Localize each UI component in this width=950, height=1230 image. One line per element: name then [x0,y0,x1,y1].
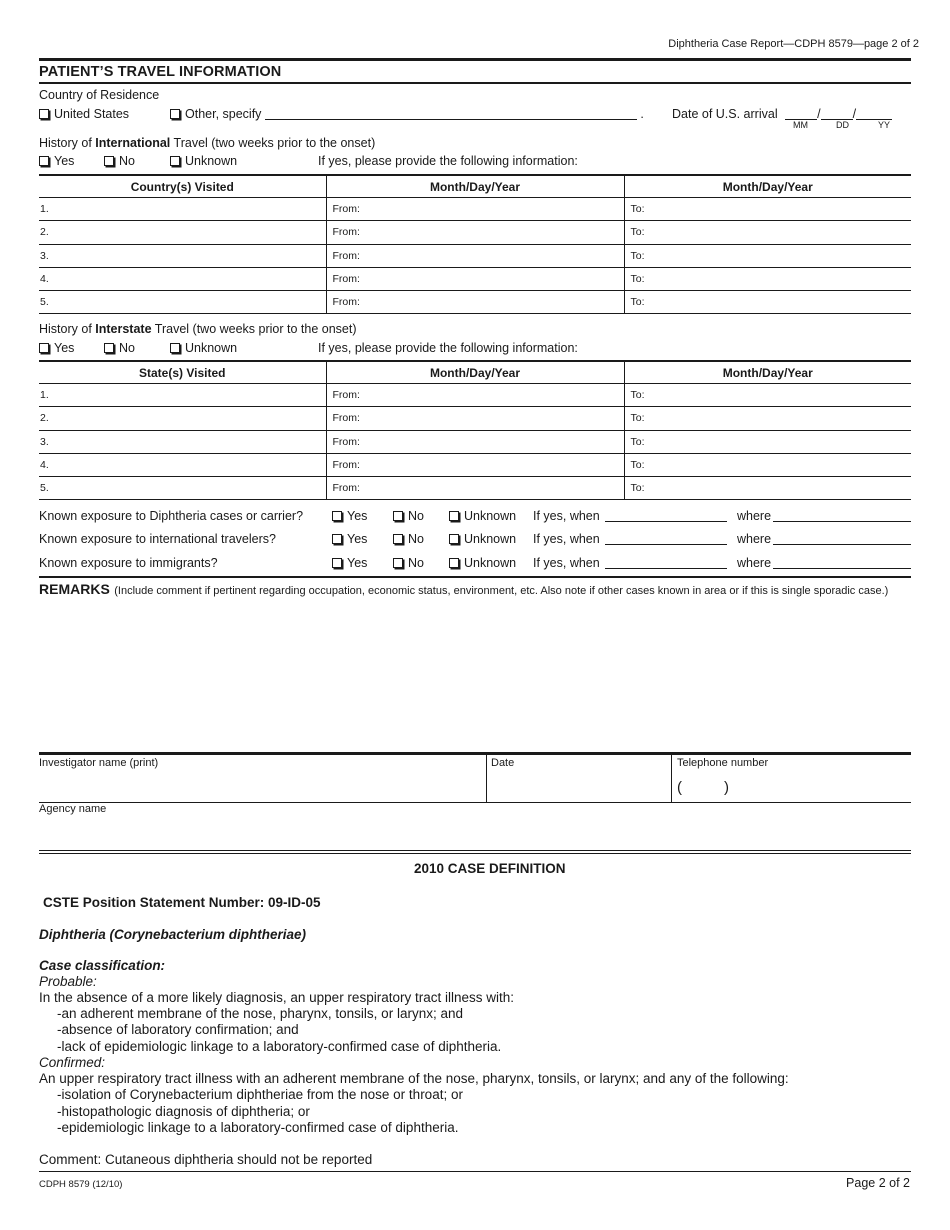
probable-heading: Probable: [39,974,97,989]
column-header: State(s) Visited [39,361,326,384]
row-number[interactable]: 2. [39,407,326,430]
when-label: If yes, when [533,532,600,546]
residence-other-option[interactable]: Other, specify . [170,107,644,121]
interstate-if-yes-text: If yes, please provide the following information: [318,341,578,355]
residence-label: Country of Residence [39,88,160,102]
row-number[interactable]: 2. [39,221,326,244]
international-history-label: History of International Travel (two weeks prior to the onset) [39,136,376,150]
exposure-no-option[interactable]: No [393,556,424,570]
divider [671,755,672,802]
divider [486,755,487,802]
from-cell[interactable]: From: [326,407,624,430]
row-number[interactable]: 4. [39,267,326,290]
to-cell[interactable]: To: [624,477,911,500]
to-cell[interactable]: To: [624,244,911,267]
agency-name-field[interactable] [39,818,911,848]
from-cell[interactable]: From: [326,221,624,244]
exposure-question: Known exposure to Diphtheria cases or carrier? [39,509,304,523]
exposure-yes-option[interactable]: Yes [332,532,367,546]
interstate-no-option[interactable]: No [104,341,135,355]
cste-statement: CSTE Position Statement Number: 09-ID-05 [43,895,321,910]
disease-name: Diphtheria (Corynebacterium diphtheriae) [39,927,307,942]
exposure-unknown-option[interactable]: Unknown [449,509,516,523]
checkbox[interactable] [393,534,403,544]
column-header: Country(s) Visited [39,175,326,198]
exposure-unknown-option[interactable]: Unknown [449,532,516,546]
checkbox[interactable] [332,511,342,521]
remarks-field[interactable] [39,600,911,748]
when-label: If yes, when [533,509,600,523]
column-header: Month/Day/Year [624,175,911,198]
from-cell[interactable]: From: [326,267,624,290]
where-field[interactable] [773,508,911,522]
table-row [39,407,911,430]
footer-rule [39,1171,911,1172]
investigator-name-label: Investigator name (print) [39,757,159,769]
checkbox[interactable] [393,558,403,568]
remarks-heading: REMARKS (Include comment if pertinent regarding occupation, economic status, environment, etc. Also note if other cases known in area or if this is single sporadic case.) [39,581,889,597]
to-cell[interactable]: To: [624,384,911,407]
list-item: -absence of laboratory confirmation; and [57,1022,299,1037]
agency-rule [39,802,911,803]
telephone-field[interactable] [684,778,909,800]
checkbox[interactable] [332,558,342,568]
page-number: Page 2 of 2 [846,1176,910,1190]
list-item: -histopathologic diagnosis of diphtheria; or [57,1104,310,1119]
list-item: -isolation of Corynebacterium diphtheriae from the nose or throat; or [57,1087,463,1102]
exposure-row-diphtheria [39,506,911,528]
confirmed-heading: Confirmed: [39,1055,106,1070]
case-def-rule [39,853,911,854]
form-id: CDPH 8579 (12/10) [39,1179,123,1190]
table-row [39,267,911,290]
row-number[interactable]: 5. [39,477,326,500]
interstate-yes-option[interactable]: Yes [39,341,74,355]
checkbox[interactable] [449,511,459,521]
interstate-travel-table [39,360,911,500]
confirmed-intro: An upper respiratory tract illness with an adherent membrane of the nose, pharynx, tonsils, or larynx; and any of the following: [39,1071,789,1086]
section-title: PATIENT’S TRAVEL INFORMATION [39,64,282,80]
where-label: where [737,532,772,546]
row-number[interactable]: 1. [39,198,326,221]
table-row [39,198,911,221]
investigator-top-rule [39,752,911,755]
exposure-unknown-option[interactable]: Unknown [449,556,516,570]
table-row [39,477,911,500]
classification-heading: Case classification: [39,958,166,973]
list-item: -lack of epidemiologic linkage to a laboratory-confirmed case of diphtheria. [57,1039,502,1054]
table-row [39,244,911,267]
dd-caption: DD [836,120,849,130]
residence-us-option[interactable]: United States [39,107,129,121]
arrival-label: Date of U.S. arrival [672,107,778,121]
title-rule [39,82,911,84]
exposure-question: Known exposure to immigrants? [39,556,218,570]
table-row [39,453,911,476]
phone-area-open: ( [677,779,682,796]
mm-caption: MM [793,120,808,130]
other-specify-field[interactable] [265,119,637,120]
where-label: where [737,509,772,523]
from-cell[interactable]: From: [326,291,624,314]
to-cell[interactable]: To: [624,267,911,290]
checkbox[interactable] [39,109,49,119]
from-cell[interactable]: From: [326,430,624,453]
when-field[interactable] [605,508,727,522]
checkbox[interactable] [449,534,459,544]
from-cell[interactable]: From: [326,244,624,267]
exposure-yes-option[interactable]: Yes [332,509,367,523]
when-field[interactable] [605,555,727,569]
exposure-no-option[interactable]: No [393,532,424,546]
checkbox[interactable] [449,558,459,568]
checkbox[interactable] [39,156,49,166]
yy-caption: YY [878,120,891,130]
row-number[interactable]: 3. [39,430,326,453]
interstate-unknown-option[interactable]: Unknown [170,341,237,355]
exposure-question: Known exposure to international travelers? [39,532,276,546]
checkbox[interactable] [104,156,114,166]
from-cell[interactable]: From: [326,384,624,407]
table-row [39,291,911,314]
exposure-no-option[interactable]: No [393,509,424,523]
investigator-name-field[interactable] [39,774,485,800]
interstate-history-label: History of Interstate Travel (two weeks prior to the onset) [39,322,357,336]
table-row [39,384,911,407]
checkbox[interactable] [170,156,180,166]
column-header: Month/Day/Year [624,361,911,384]
where-field[interactable] [773,531,911,545]
international-travel-table [39,174,911,314]
top-rule [39,58,911,61]
to-cell[interactable]: To: [624,453,911,476]
to-cell[interactable]: To: [624,430,911,453]
checkbox[interactable] [39,343,49,353]
international-unknown-option[interactable]: Unknown [170,154,237,168]
when-field[interactable] [605,531,727,545]
checkbox[interactable] [170,343,180,353]
row-number[interactable]: 4. [39,453,326,476]
exposure-row-immigrants [39,553,911,575]
exposure-yes-option[interactable]: Yes [332,556,367,570]
date-label: Date [491,757,515,769]
exposure-row-travelers [39,529,911,551]
list-item: -epidemiologic linkage to a laboratory-confirmed case of diphtheria. [57,1120,459,1135]
comment: Comment: Cutaneous diphtheria should not be reported [39,1152,373,1167]
from-cell[interactable]: From: [326,477,624,500]
running-header: Diphtheria Case Report—CDPH 8579—page 2 of 2 [668,38,919,50]
international-yes-option[interactable]: Yes [39,154,74,168]
telephone-label: Telephone number [677,757,769,769]
case-definition-title: 2010 CASE DEFINITION [414,861,566,876]
row-number[interactable]: 5. [39,291,326,314]
international-no-option[interactable]: No [104,154,135,168]
list-item: -an adherent membrane of the nose, pharynx, tonsils, or larynx; and [57,1006,463,1021]
when-label: If yes, when [533,556,600,570]
exposure-bottom-rule [39,576,911,578]
to-cell[interactable]: To: [624,221,911,244]
checkbox[interactable] [332,534,342,544]
from-cell[interactable]: From: [326,453,624,476]
case-def-rule [39,850,911,851]
from-cell[interactable]: From: [326,198,624,221]
where-label: where [737,556,772,570]
row-number[interactable]: 1. [39,384,326,407]
to-cell[interactable]: To: [624,291,911,314]
checkbox[interactable] [170,109,180,119]
international-if-yes-text: If yes, please provide the following information: [318,154,578,168]
column-header: Month/Day/Year [326,361,624,384]
date-field[interactable] [489,774,669,800]
column-header: Month/Day/Year [326,175,624,198]
where-field[interactable] [773,555,911,569]
table-row [39,430,911,453]
to-cell[interactable]: To: [624,407,911,430]
row-number[interactable]: 3. [39,244,326,267]
checkbox[interactable] [393,511,403,521]
agency-name-label: Agency name [39,803,107,815]
table-row [39,221,911,244]
phone-area-close: ) [724,779,729,796]
to-cell[interactable]: To: [624,198,911,221]
probable-intro: In the absence of a more likely diagnosis, an upper respiratory tract illness with: [39,990,514,1005]
checkbox[interactable] [104,343,114,353]
arrival-date: Date of U.S. arrival / / [672,107,892,121]
